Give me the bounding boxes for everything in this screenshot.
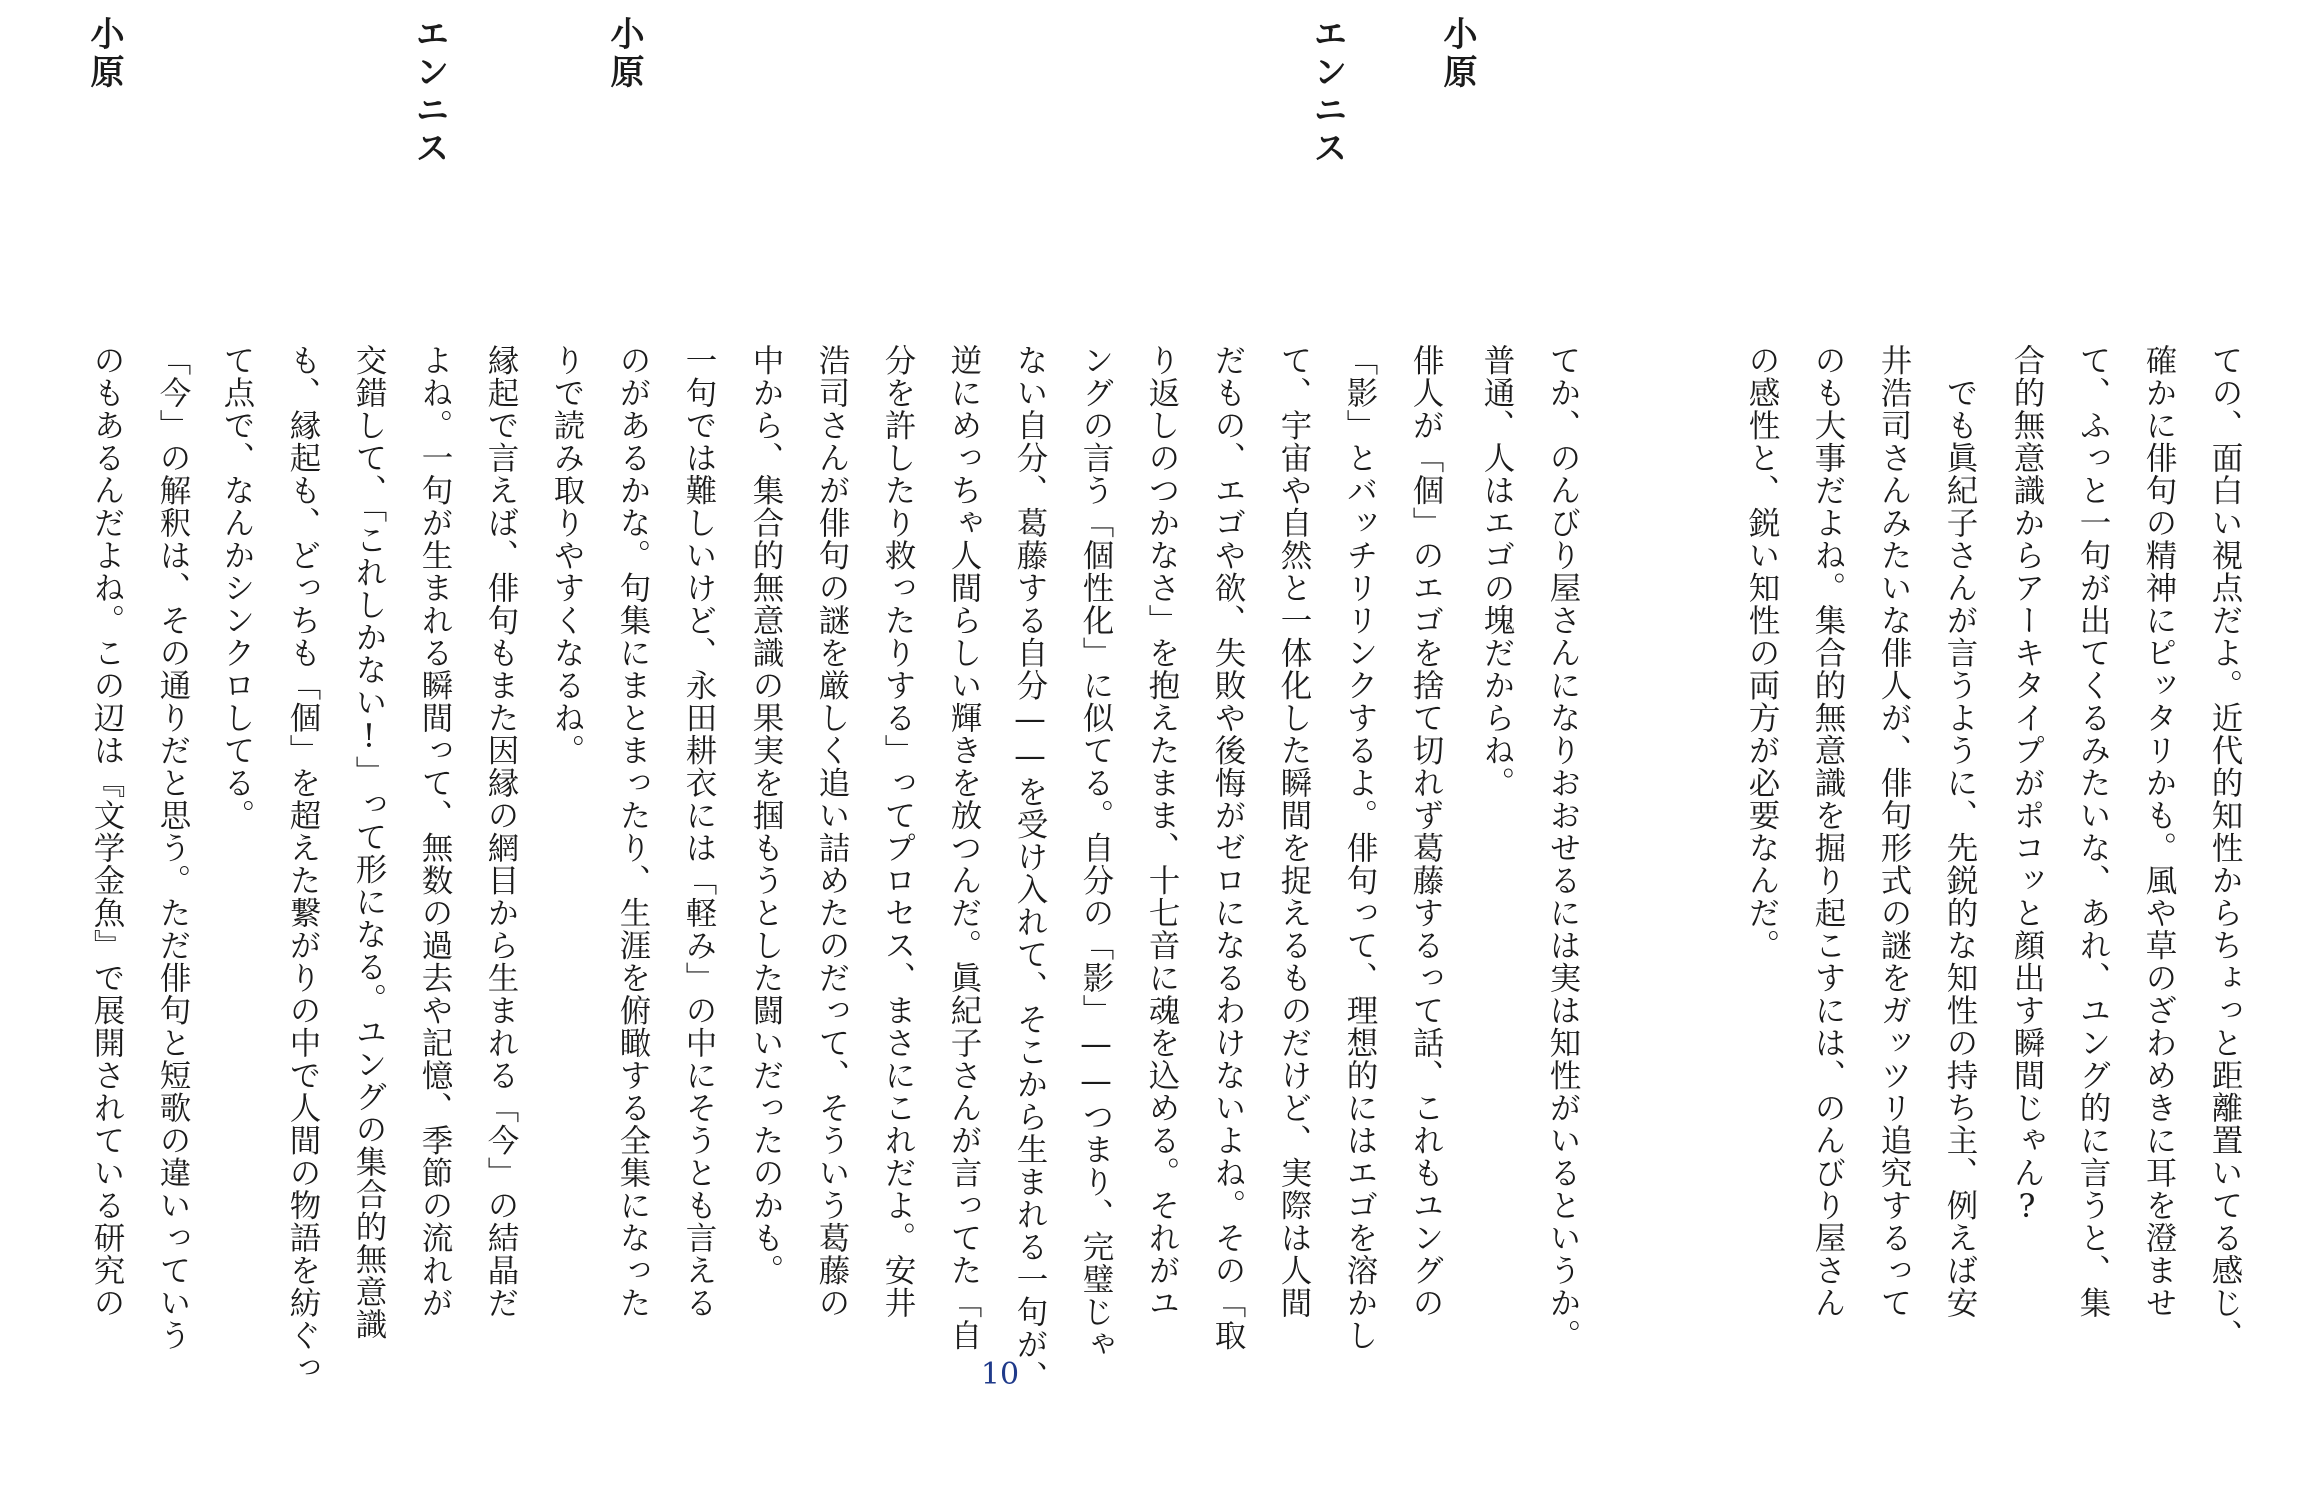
text-line: ングの言う「個性化」に似てる。自分の「影」——つまり、完璧じゃ: [1078, 344, 1114, 1361]
text-line: 中から、集合的無意識の果実を掴もうとした闘いだったのかも。: [748, 344, 784, 1287]
text-line: 一句では難しいけど、永田耕衣には「軽み」の中にそうとも言える: [681, 344, 717, 1319]
text-line: 合的無意識からアーキタイプがポコッと顔出す瞬間じゃん?: [2009, 344, 2045, 1226]
text-line: 交錯して、「これしかない!」って形になる。ユングの集合的無意識: [351, 344, 387, 1341]
text-line: 浩司さんが俳句の謎を厳しく追い詰めたのだって、そういう葛藤の: [814, 344, 850, 1319]
text-line: の感性と、鋭い知性の両方が必要なんだ。: [1744, 344, 1780, 962]
text-line: のも大事だよね。集合的無意識を掘り起こすには、のんびり屋さん: [1810, 344, 1846, 1319]
speaker-label: エンニス: [1307, 16, 1347, 168]
text-line: だもの、エゴや欲、失敗や後悔がゼロになるわけないよね。その「取: [1210, 344, 1246, 1352]
text-line: て点で、なんかシンクロしてる。: [219, 344, 255, 832]
text-line: て、宇宙や自然と一体化した瞬間を捉えるものだけど、実際は人間: [1276, 344, 1312, 1319]
dialogue-block-7: [8, 196, 272, 1506]
text-line: 「今」の解釈は、その通りだと思う。ただ俳句と短歌の違いっていう: [155, 344, 191, 1352]
text-line: 俳人が「個」のエゴを捨て切れず葛藤するって話、これもユングの: [1408, 344, 1444, 1319]
speaker-label: 小原: [1437, 16, 1477, 92]
text-line: も、縁起も、どっちも「個」を超えた繋がりの中で人間の物語を紡ぐっ: [285, 344, 321, 1384]
text-line: のがあるかな。句集にまとまったり、生涯を俯瞰する全集になった: [615, 344, 651, 1319]
speaker-label: 小原: [604, 16, 644, 92]
text-line: 縁起で言えば、俳句もまた因縁の網目から生まれる「今」の結晶だ: [483, 344, 519, 1319]
speaker-label: エンニス: [409, 16, 449, 168]
dialogue-block-2: [1663, 196, 2059, 1506]
text-line: てか、のんびり屋さんになりおおせるには実は知性がいるというか。: [1545, 344, 1581, 1352]
text-line: 確かに俳句の精神にピッタリかも。風や草のざわめきに耳を澄ませ: [2141, 344, 2177, 1319]
text-line: 普通、人はエゴの塊だからね。: [1479, 344, 1515, 799]
text-line: 「影」とバッチリリンクするよ。俳句って、理想的にはエゴを溶かし: [1342, 344, 1378, 1352]
text-line: 井浩司さんみたいな俳人が、俳句形式の謎をガッツリ追究するって: [1876, 344, 1912, 1319]
text-line: 逆にめっちゃ人間らしい輝きを放つんだ。眞紀子さんが言ってた「自: [946, 344, 982, 1352]
text-line: よね。一句が生まれる瞬間って、無数の過去や記憶、季節の流れが: [417, 344, 453, 1319]
text-line: て、ふっと一句が出てくるみたいな、あれ、ユング的に言うと、集: [2075, 344, 2111, 1319]
text-line: のもあるんだよね。この辺は『文学金魚』で展開されている研究の: [89, 344, 125, 1319]
text-line: 分を許したり救ったりする」ってプロセス、まさにこれだよ。安井: [880, 344, 916, 1319]
page-number: 10: [980, 1357, 1020, 1392]
text-line: ない自分、葛藤する自分——を受け入れて、そこから生まれる一句が、: [1012, 344, 1048, 1393]
text-line: り返しのつかなさ」を抱えたまま、十七音に魂を込める。それがユ: [1144, 344, 1180, 1319]
text-line: ての、面白い視点だよ。近代的知性からちょっと距離置いてる感じ、: [2207, 344, 2243, 1352]
text-line: りで読み取りやすくなるね。: [549, 344, 585, 767]
speaker-label: 小原: [84, 16, 124, 92]
text-line: でも眞紀子さんが言うように、先鋭的な知性の持ち主、例えば安: [1942, 344, 1978, 1319]
